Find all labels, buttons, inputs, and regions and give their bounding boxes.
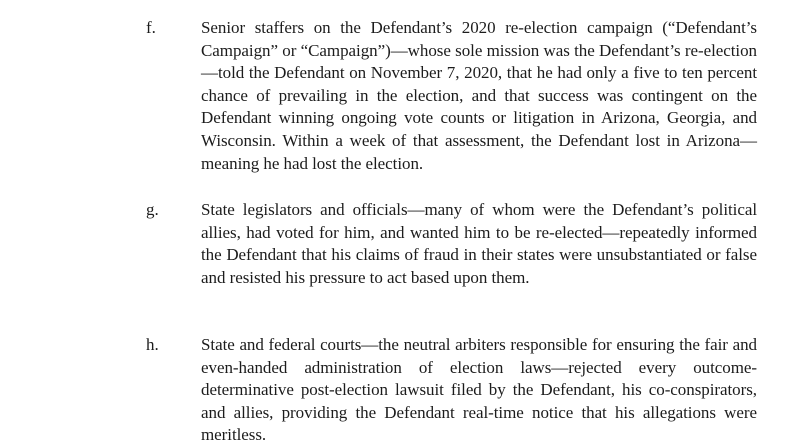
paragraph-text: State legislators and officials—many of whom were the Defendant’s political allies, had voted for him, and wanted him to be re-elected—repeatedly informed the Defendant that his claims of fraud in their states were unsubstantiated or false and resisted his pressure to act based upon them. <box>201 200 757 287</box>
paragraph-marker: h. <box>146 335 159 354</box>
paragraph-text: Senior staffers on the Defendant’s 2020 re-election campaign (“Defendant’s Campaign” or “Campaign”)—whose sole mission was the Defendant’s re-election—told the Defendant on November 7, 2020, that he had only a five to ten percent chance of prevailing in the election, and that success was contingent on the Defendant winning ongoing vote counts or litigation in Arizona, Georgia, and Wisconsin. Within a week of that assessment, the Defendant lost in Arizona—meaning he had lost the election. <box>201 18 757 173</box>
paragraph-marker: g. <box>146 200 159 219</box>
paragraph-text: State and federal courts—the neutral arbiters responsible for ensuring the fair and even-handed administration of election laws—rejected every outcome-determinative post-election lawsuit filed by the Defendant, his co-conspirators, and allies, providing the Defendant real-time notice that his allegations were meritless. <box>201 335 757 445</box>
paragraph-marker: f. <box>146 18 156 37</box>
